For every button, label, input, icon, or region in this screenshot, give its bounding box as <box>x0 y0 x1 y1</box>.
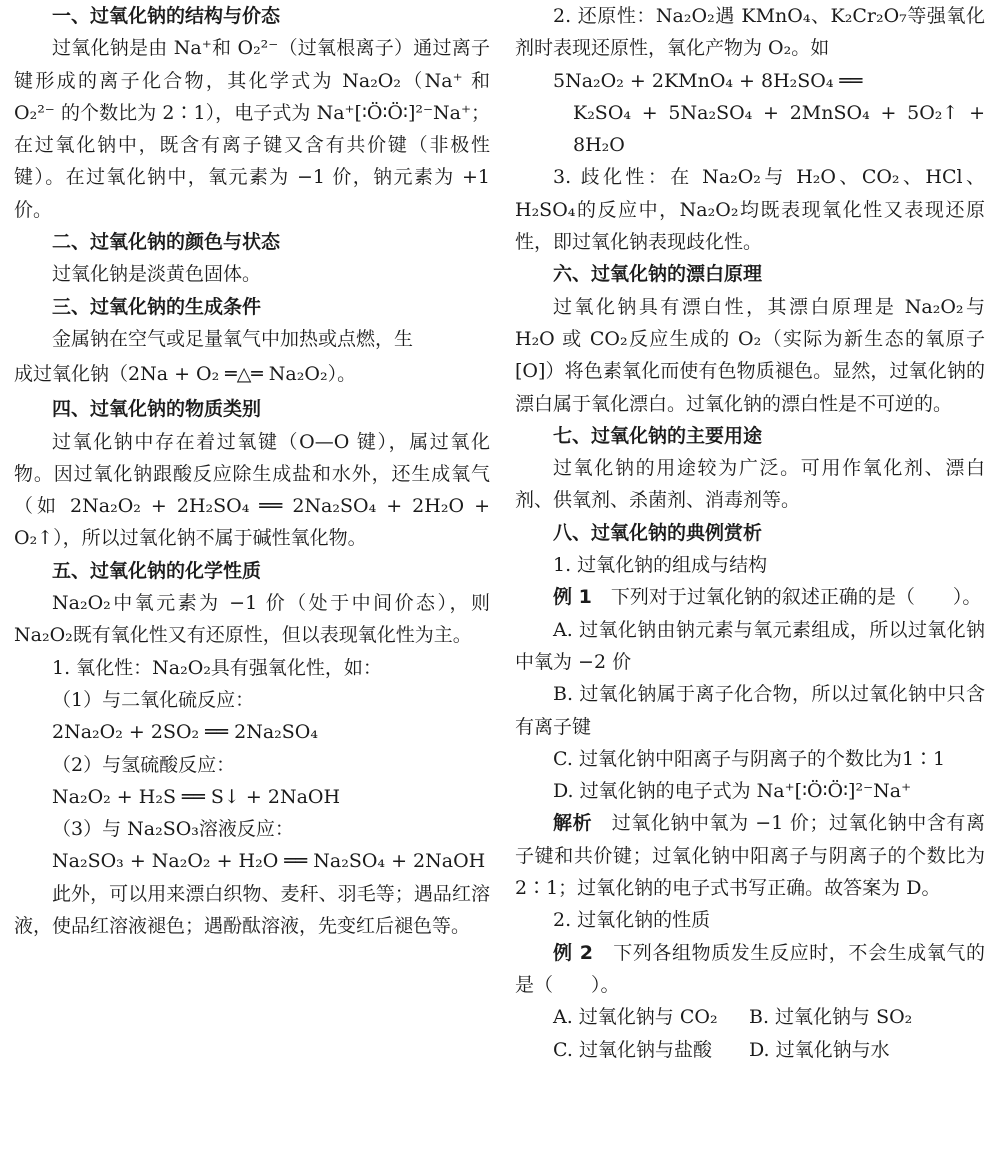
paragraph: K₂SO₄ + 5Na₂SO₄ + 2MnSO₄ + 5O₂↑ + 8H₂O <box>573 101 985 157</box>
paragraph: （1）与二氧化硫反应： <box>52 688 255 711</box>
example-text: 下列各组物质发生反应时，不会生成氧气的是（ ）。 <box>515 941 985 996</box>
paragraph: 成过氧化钠（2Na + O₂ ═△═ Na₂O₂）。 <box>14 363 357 386</box>
paragraph: （2）与氢硫酸反应： <box>52 753 236 776</box>
right-column <box>515 0 985 1066</box>
paragraph: 1. 过氧化钠的组成与结构 <box>553 554 768 577</box>
section-heading: 八、过氧化钠的典例赏析 <box>553 521 763 544</box>
option: C. 过氧化钠与盐酸 <box>553 1038 712 1061</box>
section-heading: 七、过氧化钠的主要用途 <box>553 424 763 447</box>
paragraph: A. 过氧化钠由钠元素与氧元素组成，所以过氧化钠中氧为 −2 价 <box>515 618 985 673</box>
option: B. 过氧化钠与 SO₂ <box>749 1006 913 1029</box>
paragraph: 此外，可以用来漂白织物、麦秆、羽毛等；遇品红溶液，使品红溶液褪色；遇酚酞溶液，先变红后褪色等。 <box>14 882 490 938</box>
answer-options <box>515 1001 985 1033</box>
section-heading: 六、过氧化钠的漂白原理 <box>553 263 763 286</box>
paragraph: Na₂O₂中氧元素为 −1 价（处于中间价态），则 Na₂O₂既有氧化性又有还原性，但以表现氧化性为主。 <box>14 592 490 647</box>
option: D. 过氧化钠与水 <box>749 1038 890 1061</box>
example-text: 下列对于过氧化钠的叙述正确的是（ ）。 <box>591 586 982 609</box>
paragraph: 2. 还原性：Na₂O₂遇 KMnO₄、K₂Cr₂O₇等强氧化剂时表现还原性，氧化产物为 O₂。如 <box>515 5 985 60</box>
paragraph: 2Na₂O₂ + 2SO₂ ══ 2Na₂SO₄ <box>52 721 318 744</box>
paragraph: 过氧化钠中存在着过氧键（O—O 键），属过氧化物。因过氧化钠跟酸反应除生成盐和水外，还生成氧气（如 2Na₂O₂ + 2H₂SO₄ ══ 2Na₂SO₄ + 2H₂O + O₂↑），所以过氧化钠不属于碱性氧化物。 <box>14 430 490 550</box>
paragraph <box>515 807 985 904</box>
paragraph: D. 过氧化钠的电子式为 Na⁺[∶Ö∶Ö∶]²⁻Na⁺ <box>553 780 912 803</box>
paragraph: （3）与 Na₂SO₃溶液反应： <box>52 818 294 841</box>
paragraph: 过氧化钠的用途较为广泛。可用作氧化剂、漂白剂、供氧剂、杀菌剂、消毒剂等。 <box>515 457 985 512</box>
section-heading: 四、过氧化钠的物质类别 <box>52 398 262 421</box>
paragraph: C. 过氧化钠中阳离子与阴离子的个数比为1∶1 <box>553 747 946 770</box>
paragraph: B. 过氧化钠属于离子化合物，所以过氧化钠中只含有离子键 <box>515 683 985 738</box>
paragraph: 2. 过氧化钠的性质 <box>553 909 711 932</box>
paragraph: 过氧化钠是由 Na⁺和 O₂²⁻（过氧根离子）通过离子键形成的离子化合物，其化学式为 Na₂O₂（Na⁺ 和 O₂²⁻ 的个数比为 2∶1），电子式为 Na⁺[∶Ö∶Ö∶]²⁻Na⁺；在过氧化钠中，既含有离子键又含有共价键（非极性键）。在过氧化钠中，氧元素为 −1 价，钠元素为 +1 价。 <box>14 37 490 221</box>
example-label: 解析 <box>553 812 593 835</box>
paragraph: Na₂O₂ + H₂S ══ S↓ + 2NaOH <box>52 785 341 808</box>
option: A. 过氧化钠与 CO₂ <box>553 1006 718 1029</box>
section-heading: 三、过氧化钠的生成条件 <box>52 295 262 318</box>
paragraph: 过氧化钠具有漂白性，其漂白原理是 Na₂O₂与 H₂O 或 CO₂反应生成的 O₂（实际为新生态的氧原子[O]）将色素氧化而使有色物质褪色。显然，过氧化钠的漂白属于氧化漂白。过氧化钠的漂白性是不可逆的。 <box>515 295 985 415</box>
example-text: 过氧化钠中氧为 −1 价；过氧化钠中含有离子键和共价键；过氧化钠中阳离子与阴离子的个数比为 2∶1；过氧化钠的电子式书写正确。故答案为 D。 <box>515 812 985 900</box>
left-column <box>14 0 490 942</box>
paragraph <box>515 937 985 1002</box>
answer-options <box>515 1034 985 1066</box>
paragraph: 1. 氧化性：Na₂O₂具有强氧化性，如： <box>52 656 382 679</box>
paragraph: 过氧化钠是淡黄色固体。 <box>52 263 262 286</box>
example-label: 例 1 <box>553 586 592 609</box>
section-heading: 一、过氧化钠的结构与价态 <box>52 5 281 27</box>
section-heading: 二、过氧化钠的颜色与状态 <box>52 231 281 254</box>
paragraph: Na₂SO₃ + Na₂O₂ + H₂O ══ Na₂SO₄ + 2NaOH <box>52 850 486 873</box>
paragraph: 3. 歧化性：在 Na₂O₂与 H₂O、CO₂、HCl、H₂SO₄的反应中，Na₂O₂均既表现氧化性又表现还原性，即过氧化钠表现歧化性。 <box>515 166 985 254</box>
paragraph <box>515 581 985 613</box>
section-heading: 五、过氧化钠的化学性质 <box>52 559 262 582</box>
paragraph: 金属钠在空气或足量氧气中加热或点燃，生 <box>52 327 414 350</box>
example-label: 例 2 <box>553 941 594 964</box>
paragraph: 5Na₂O₂ + 2KMnO₄ + 8H₂SO₄ ══ <box>553 69 863 92</box>
